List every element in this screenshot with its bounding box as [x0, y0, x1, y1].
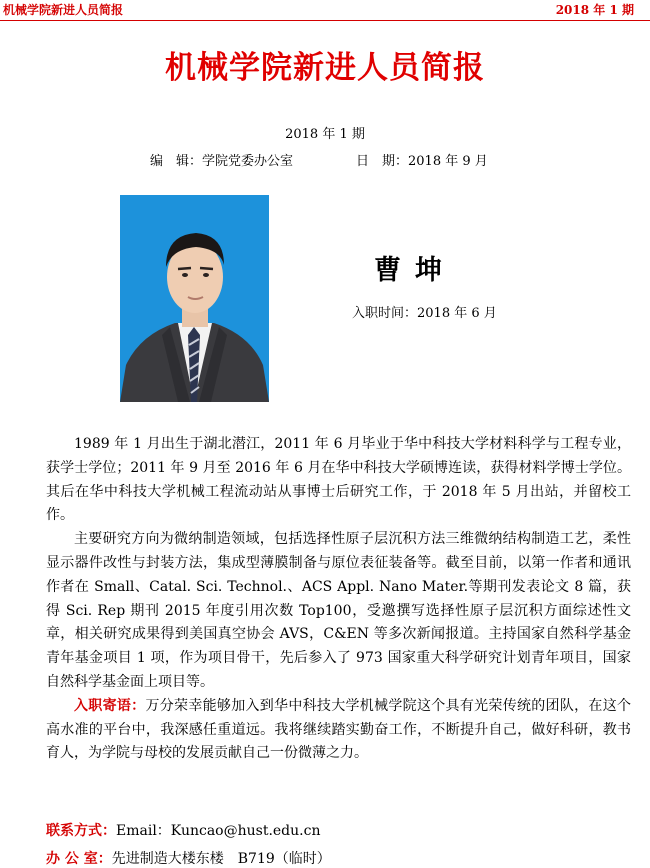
- research-paragraph: 主要研究方向为微纳制造领域，包括选择性原子层沉积方法三维微纳结构制造工艺，柔性显示器件改性与封装方法，集成型薄膜制备与原位表征装备等。截至目前，以第一作者和通讯作者在 Small、Catal. Sci. Technol.、ACS Appl. Nano Mater.等期刊发表论文 8 篇，获得 Sci. Rep 期刊 2015 年度引用次数 Top100，受邀撰写选择性原子层沉积方面综述性文章，相关研究成果得到美国真空协会 AVS，C&EN 等多次新闻报道。主持国家自然科学基金青年基金项目 1 项，作为项目骨干，先后参入了 973 国家重大科学研究计划青年项目，国家自然科学基金面上项目等。: [46, 531, 631, 690]
- office-label: 办 公 室：: [46, 851, 112, 867]
- message-text: 万分荣幸能够加入到华中科技大学机械学院这个具有光荣传统的团队，在这个高水准的平台中，我深感任重道远。我将继续踏实勤奋工作，不断提升自己，做好科研，教书育人，为学院与母校的发展贡献自己一份微薄之力。: [46, 697, 632, 762]
- article-body: [46, 433, 631, 766]
- date-line: [356, 150, 488, 169]
- contact-label: 联系方式：: [46, 823, 116, 839]
- portrait-illustration: [120, 195, 269, 402]
- header-divider: [0, 20, 650, 21]
- issue-number: 2018 年 1 期: [285, 127, 365, 142]
- message-label: 入职寄语：: [74, 697, 146, 714]
- header-issue: 2018 年 1 期: [555, 3, 634, 17]
- portrait-photo: [120, 195, 269, 402]
- join-date: 入职时间：2018 年 6 月: [352, 306, 497, 321]
- message-paragraph: [46, 695, 631, 766]
- office-location: 先进制造大楼东楼 B719（临时）: [111, 851, 331, 867]
- contact-line: [46, 820, 320, 840]
- header-left-title: 机械学院新进人员简报: [3, 3, 124, 17]
- page-title: 机械学院新进人员简报: [165, 50, 485, 86]
- contact-email: Email：Kuncao@hust.edu.cn: [116, 823, 321, 839]
- person-name: 曹坤: [374, 255, 456, 286]
- editor-line: [150, 150, 293, 169]
- office-line: [46, 848, 331, 868]
- date-label: 日 期：: [356, 154, 409, 169]
- bio-paragraph: 1989 年 1 月出生于湖北潜江，2011 年 6 月毕业于华中科技大学材料科学与工程专业，获学士学位；2011 年 9 月至 2016 年 6 月在华中科技大学硕博连读，获得材料学博士学位。其后在华中科技大学机械工程流动站从事博士后研究工作，于 2018 年 5 月出站，并留校工作。: [46, 436, 631, 524]
- editor-label: 编 辑：: [150, 154, 203, 169]
- editor-value: 学院党委办公室: [202, 154, 294, 169]
- date-value: 2018 年 9 月: [408, 154, 488, 169]
